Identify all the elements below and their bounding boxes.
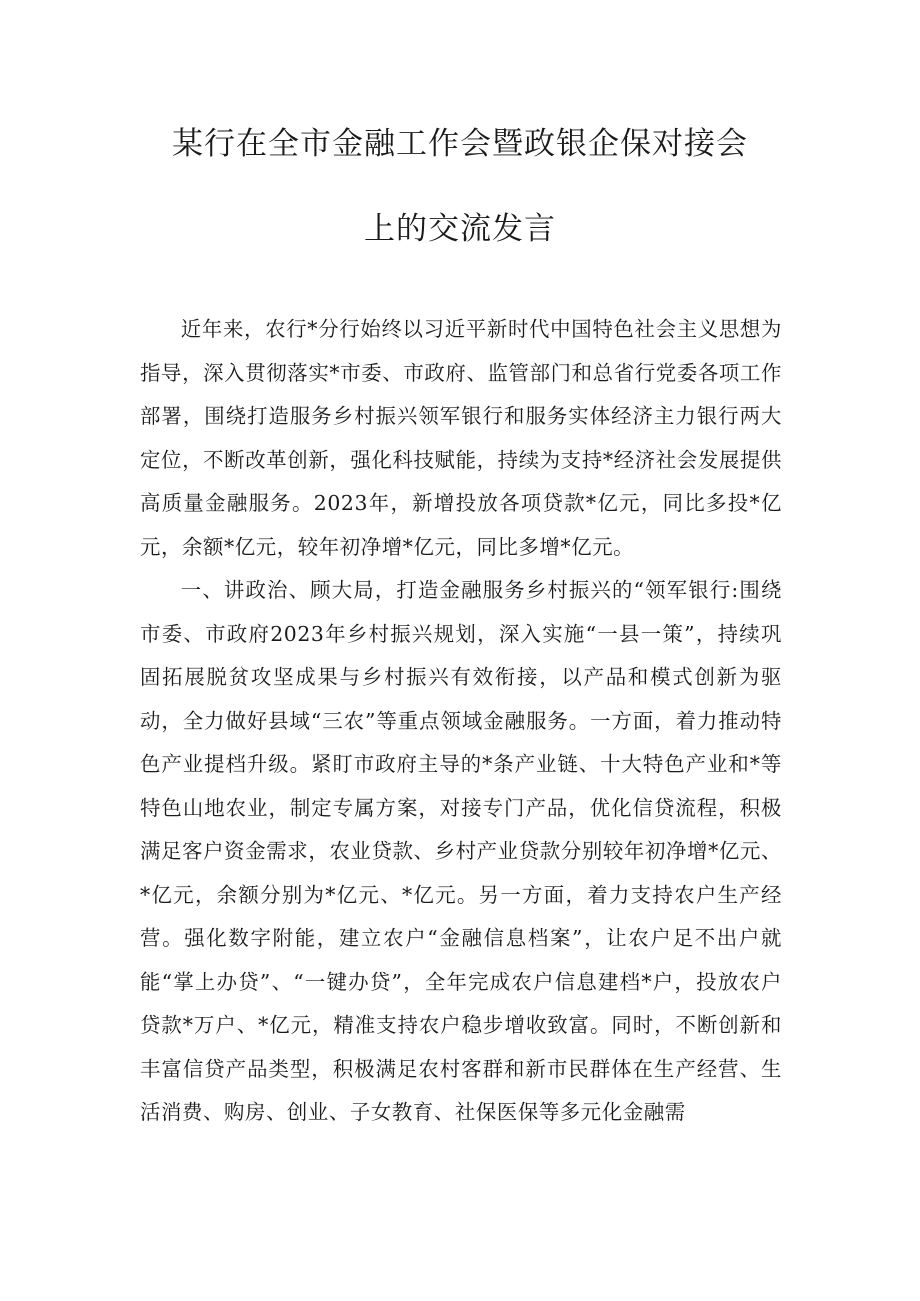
document-title-line-2: 上的交流发言	[364, 211, 556, 247]
document-body	[140, 308, 782, 1135]
paragraph-intro: 近年来，农行*分行始终以习近平新时代中国特色社会主义思想为指导，深入贯彻落实*市委、市政府、监管部门和总省行党委各项工作部署，围绕打造服务乡村振兴领军银行和服务实体经济主力银行两大定位，不断改革创新，强化科技赋能，持续为支持*经济社会发展提供高质量金融服务。2023年，新增投放各项贷款*亿元，同比多投*亿元，余额*亿元，较年初净增*亿元，同比多增*亿元。	[140, 317, 782, 559]
document-title-line-1: 某行在全市金融工作会暨政银企保对接会	[172, 126, 748, 162]
paragraph-section-one: 一、讲政治、顾大局，打造金融服务乡村振兴的“领军银行:围绕市委、市政府2023年乡村振兴规划，深入实施“一县一策”，持续巩固拓展脱贫攻坚成果与乡村振兴有效衔接，以产品和模式创新为驱动，全力做好县域“三农”等重点领域金融服务。一方面，着力推动特色产业提档升级。紧盯市政府主导的*条产业链、十大特色产业和*等特色山地农业，制定专属方案，对接专门产品，优化信贷流程，积极满足客户资金需求，农业贷款、乡村产业贷款分别较年初净增*亿元、*亿元，余额分别为*亿元、*亿元。另一方面，着力支持农户生产经营。强化数字附能，建立农户“金融信息档案”，让农户足不出户就能“掌上办贷”、“一键办贷”，全年完成农户信息建档*户，投放农户贷款*万户、*亿元，精准支持农户稳步增收致富。同时，不断创新和丰富信贷产品类型，积极满足农村客群和新市民群体在生产经营、生活消费、购房、创业、子女教育、社保医保等多元化金融需	[140, 578, 782, 1124]
